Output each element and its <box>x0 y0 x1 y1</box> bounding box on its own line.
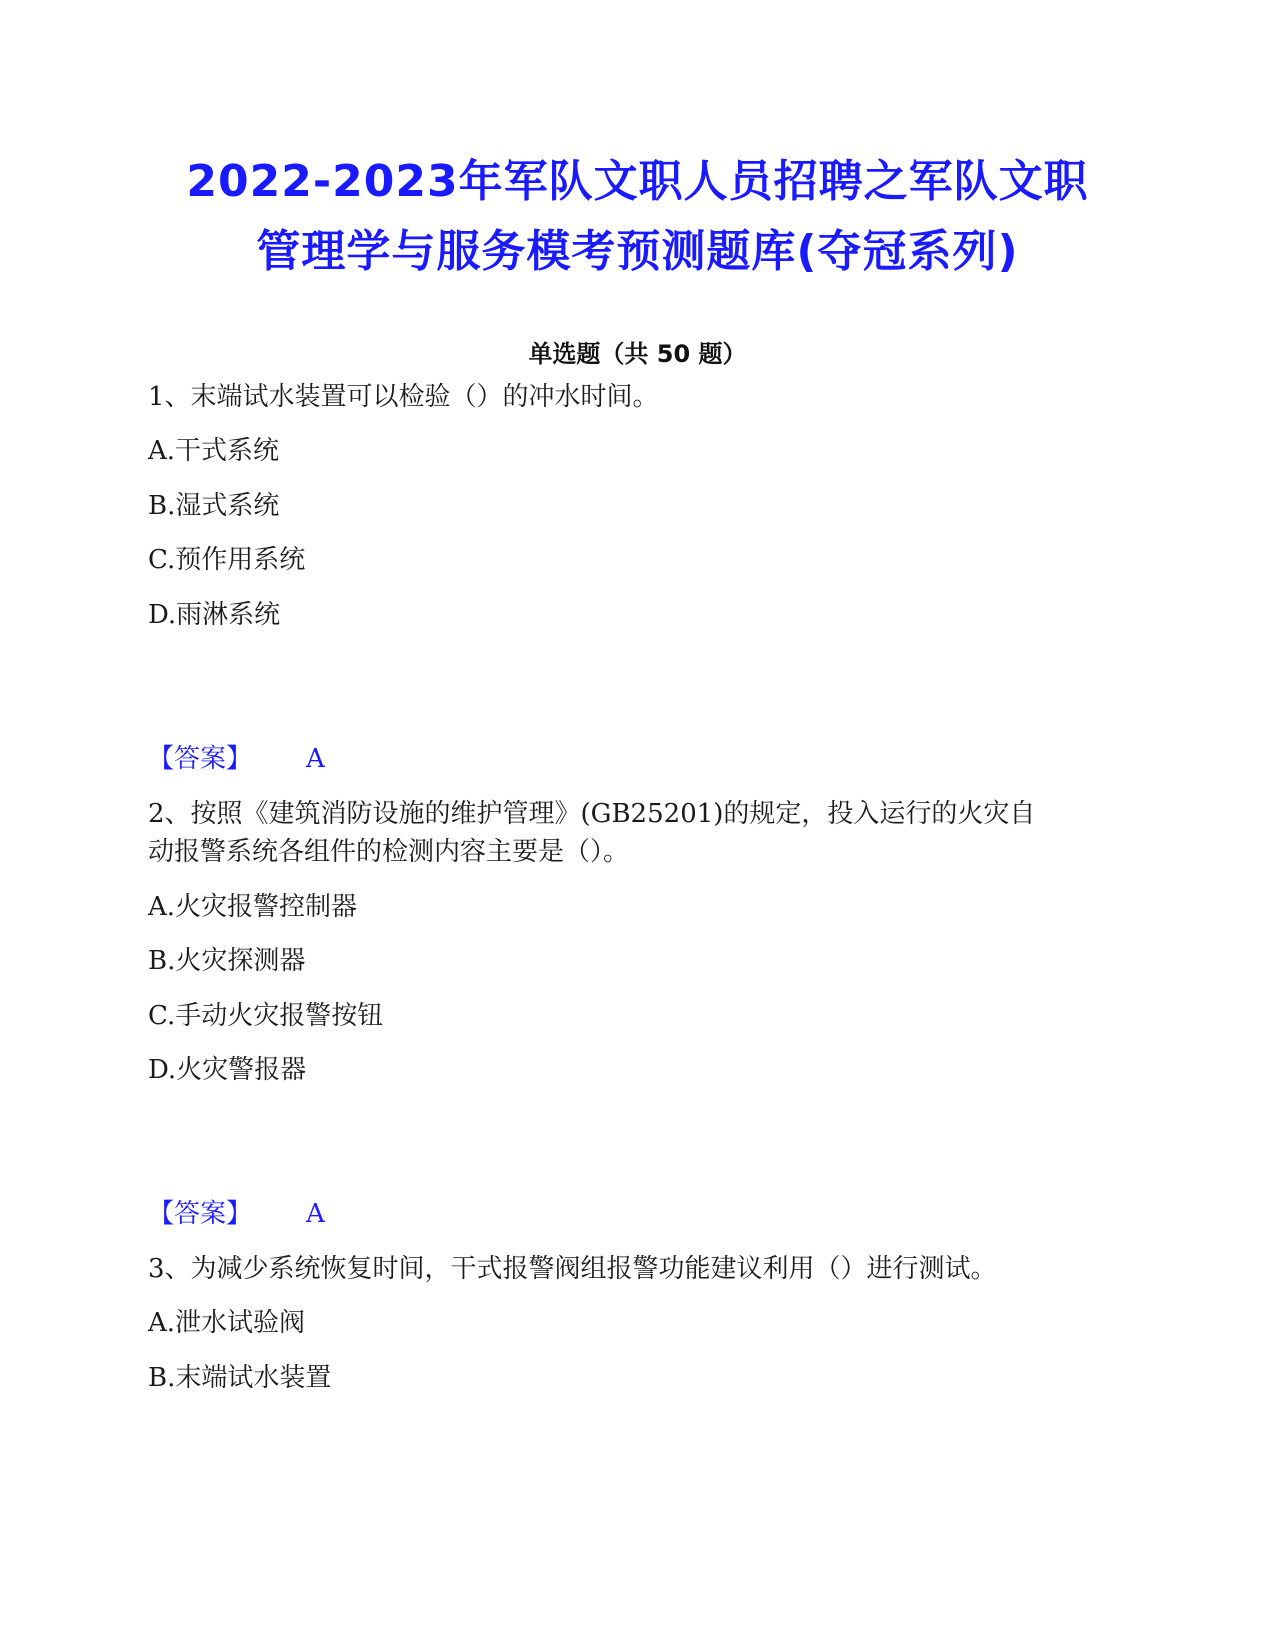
question-2-stem-line-2: 动报警系统各组件的检测内容主要是（）。 <box>148 837 630 867</box>
question-1-answer <box>148 742 325 776</box>
document-title-line-1: 2022-2023年军队文职人员招聘之军队文职 <box>186 156 1089 207</box>
question-2-option-c: C.手动火灾报警按钮 <box>148 1001 384 1031</box>
answer-label: 【答案】 <box>148 744 253 774</box>
question-1-stem: 1、末端试水装置可以检验（）的冲水时间。 <box>148 382 659 412</box>
question-2-option-b: B.火灾探测器 <box>148 946 306 976</box>
document-title-line-2: 管理学与服务模考预测题库(夺冠系列) <box>256 226 1019 277</box>
answer-value: A <box>306 744 325 774</box>
question-1-option-a: A.干式系统 <box>148 436 280 466</box>
question-2-option-d: D.火灾警报器 <box>148 1055 307 1085</box>
question-2-answer <box>148 1197 325 1231</box>
question-3-option-b: B.末端试水装置 <box>148 1363 332 1393</box>
answer-value: A <box>306 1199 325 1229</box>
question-2-stem-line-1: 2、按照《建筑消防设施的维护管理》(GB25201)的规定，投入运行的火灾自 <box>148 799 1036 829</box>
question-1-option-c: C.预作用系统 <box>148 545 306 575</box>
question-1-option-d: D.雨淋系统 <box>148 600 281 630</box>
question-3-option-a: A.泄水试验阀 <box>148 1308 306 1338</box>
question-3-stem: 3、为减少系统恢复时间，干式报警阀组报警功能建议利用（）进行测试。 <box>148 1254 997 1284</box>
answer-label: 【答案】 <box>148 1199 253 1229</box>
question-1-option-b: B.湿式系统 <box>148 491 280 521</box>
question-2-option-a: A.火灾报警控制器 <box>148 892 358 922</box>
section-heading: 单选题（共 50 题） <box>528 340 747 368</box>
